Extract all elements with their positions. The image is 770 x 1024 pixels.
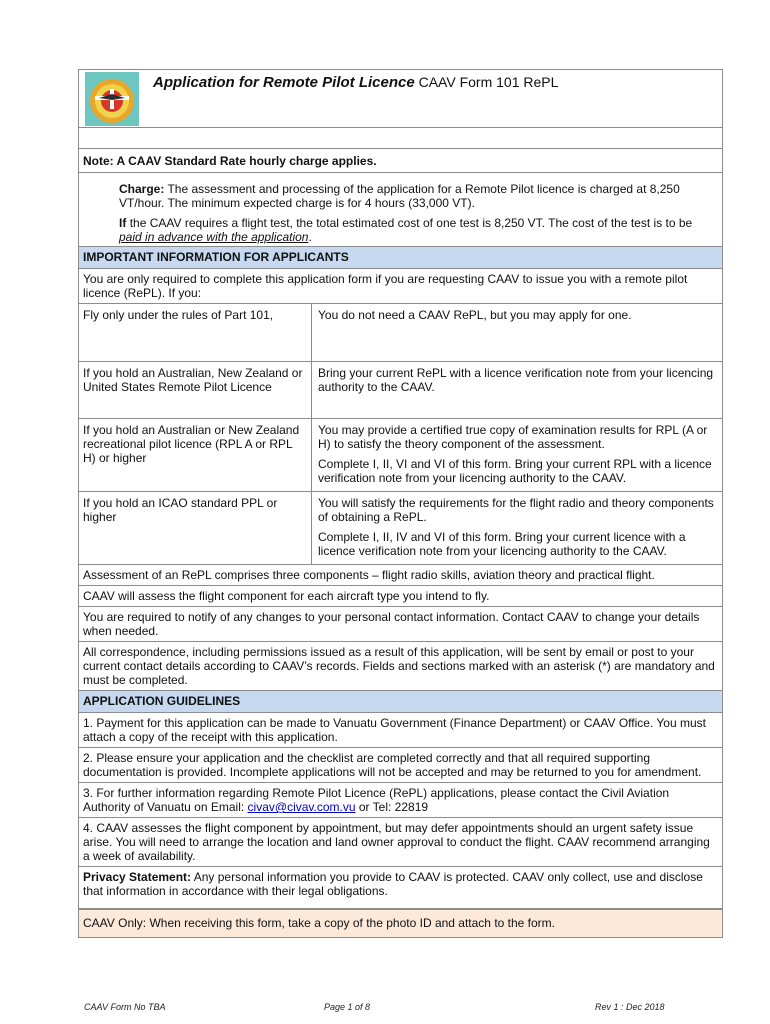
guideline-item — [79, 783, 722, 818]
guideline-phone-text: or Tel: 22819 — [358, 800, 429, 814]
info-paragraph: CAAV will assess the flight component for each aircraft type you intend to fly. — [79, 586, 722, 607]
condition-text: You do not need a CAAV RePL, but you may apply for one. — [318, 308, 632, 322]
info-paragraph: Assessment of an RePL comprises three components – flight radio skills, aviation theory and practical flight. — [79, 565, 722, 586]
info-paragraph: All correspondence, including permissions issued as a result of this application, will be sent by email or post to your current contact details according to CAAV’s records. Fields and sections marked with an asterisk (*) are mandatory and must be completed. — [79, 642, 722, 691]
condition-row — [79, 419, 722, 492]
if-text: the CAAV requires a flight test, the total estimated cost of one test is 8,250 VT. The cost of the test is to be — [129, 216, 693, 230]
flight-test-paragraph — [119, 216, 718, 244]
condition-right — [312, 419, 722, 491]
condition-right — [312, 492, 722, 564]
privacy-statement — [79, 867, 722, 909]
charge-paragraph — [119, 182, 718, 210]
charge-block — [79, 173, 722, 247]
caav-only-notice: CAAV Only: When receiving this form, take a copy of the photo ID and attach to the form. — [79, 909, 722, 937]
condition-left: If you hold an Australian or New Zealand recreational pilot licence (RPL A or RPL H) or higher — [79, 419, 312, 491]
if-end: . — [308, 230, 312, 244]
footer-form-number: CAAV Form No TBA — [84, 1002, 166, 1012]
footer-revision: Rev 1 : Dec 2018 — [595, 1002, 665, 1012]
title-form-number: CAAV Form 101 RePL — [418, 74, 559, 90]
charge-label: Charge: — [119, 182, 165, 196]
paid-in-advance: paid in advance with the application — [119, 230, 309, 244]
condition-text: You will satisfy the requirements for the flight radio and theory components of obtaining a RePL. — [318, 496, 714, 524]
if-label: If — [119, 216, 127, 230]
condition-text: Bring your current RePL with a licence verification note from your licencing authority to the CAAV. — [318, 366, 714, 394]
info-paragraph: You are required to notify of any changes to your personal contact information. Contact CAAV to change your details when needed. — [79, 607, 722, 642]
condition-left: If you hold an Australian, New Zealand or United States Remote Pilot Licence — [79, 362, 312, 418]
important-heading: IMPORTANT INFORMATION FOR APPLICANTS — [79, 247, 722, 269]
charge-note: Note: A CAAV Standard Rate hourly charge applies. — [79, 149, 722, 173]
condition-text: You may provide a certified true copy of examination results for RPL (A or H) to satisfy the theory component of the assessment. — [318, 423, 708, 451]
condition-left: If you hold an ICAO standard PPL or higher — [79, 492, 312, 564]
condition-text: Complete I, II, IV and VI of this form. Bring your current licence with a licence verification note from your licencing authority to the CAAV. — [318, 530, 686, 558]
condition-right — [312, 362, 722, 418]
blank-row — [79, 128, 722, 149]
guideline-item: 2. Please ensure your application and the checklist are completed correctly and that all required supporting documentation is provided. Incomplete applications will not be accepted and may be returned to you for amendment. — [79, 748, 722, 783]
guidelines-heading: APPLICATION GUIDELINES — [79, 691, 722, 713]
caav-logo-icon — [85, 72, 139, 126]
condition-left: Fly only under the rules of Part 101, — [79, 304, 312, 361]
title-main: Application for Remote Pilot Licence — [153, 74, 415, 91]
condition-text: Complete I, II, VI and VI of this form. Bring your current RPL with a licence verification note from your licencing authority to the CAAV. — [318, 457, 712, 485]
guideline-item: 4. CAAV assesses the flight component by appointment, but may defer appointments should an urgent safety issue arise. You will need to arrange the location and land owner approval to conduct the flight. CAAV recommend arranging a week of availability. — [79, 818, 722, 867]
condition-row — [79, 492, 722, 565]
condition-right — [312, 304, 722, 361]
privacy-label: Privacy Statement: — [83, 870, 192, 884]
form-title — [153, 73, 558, 92]
guideline-item: 1. Payment for this application can be made to Vanuatu Government (Finance Department) or CAAV Office. You must attach a copy of the receipt with this application. — [79, 713, 722, 748]
important-intro: You are only required to complete this application form if you are requesting CAAV to issue you with a remote pilot licence (RePL). If you: — [79, 269, 722, 304]
condition-row — [79, 362, 722, 419]
form-frame — [78, 69, 723, 938]
email-link[interactable]: civav@civav.com.vu — [247, 800, 356, 814]
condition-row — [79, 304, 722, 362]
form-header — [79, 70, 722, 128]
guideline-contact-text: 3. For further information regarding Remote Pilot Licence (RePL) applications, please contact the Civil Aviation Authority of Vanuatu on Email: — [83, 786, 670, 814]
charge-text: The assessment and processing of the application for a Remote Pilot licence is charged at 8,250 VT/hour. The minimum expected charge is for 4 hours (33,000 VT). — [119, 182, 680, 210]
privacy-text: Any personal information you provide to CAAV is protected. CAAV only collect, use and disclose that information in accordance with their legal obligations. — [83, 870, 703, 898]
footer-page-number: Page 1 of 8 — [324, 1002, 371, 1012]
